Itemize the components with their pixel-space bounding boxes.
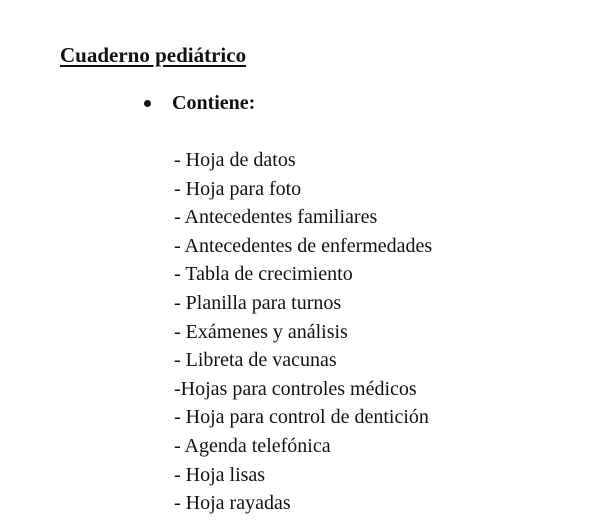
list-item: - Planilla para turnos — [174, 291, 342, 314]
section-label: Contiene: — [172, 92, 256, 114]
list-item: - Hoja para control de dentición — [174, 406, 429, 429]
document-title: Cuaderno pediátrico — [60, 43, 247, 67]
list-item: - Tabla de crecimiento — [174, 263, 353, 286]
list-item: - Antecedentes familiares — [174, 206, 378, 229]
list-item: -Hojas para controles médicos — [174, 377, 417, 400]
list-item: - Exámenes y análisis — [174, 320, 348, 343]
list-item: - Libreta de vacunas — [174, 349, 337, 372]
list-item: - Agenda telefónica — [174, 434, 331, 457]
list-item: - Antecedentes de enfermedades — [174, 234, 433, 257]
bullet-icon — [144, 100, 151, 107]
contents-list — [174, 146, 432, 518]
list-item: - Hoja para foto — [174, 177, 302, 200]
section-bullet — [144, 90, 255, 116]
list-item: - Hoja de datos — [174, 149, 296, 171]
list-item: - Hoja rayadas — [174, 492, 291, 515]
list-item: - Hoja lisas — [174, 463, 266, 486]
